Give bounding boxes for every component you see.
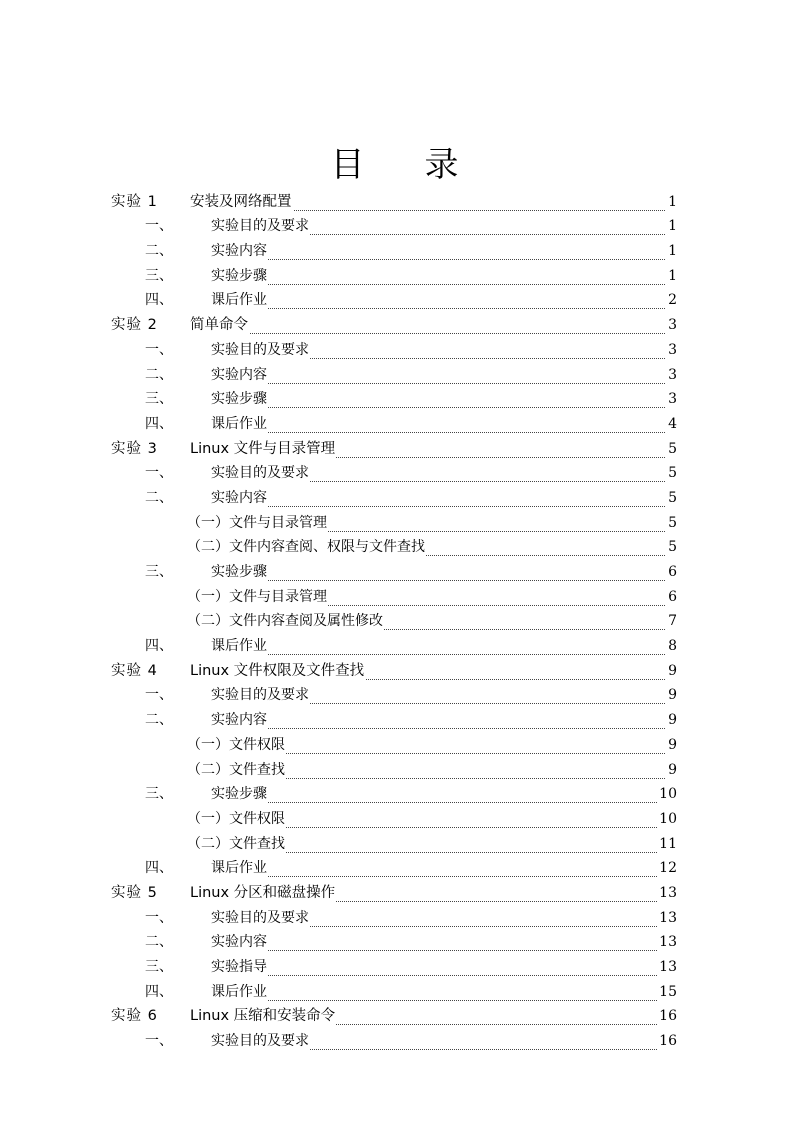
toc-entry-page-number: 12 [659, 860, 677, 877]
toc-entry-page-number: 6 [668, 588, 677, 605]
toc-entry-label: 课后作业 [211, 983, 267, 1000]
toc-entry-page-number: 3 [668, 391, 677, 408]
toc-entry-page-number: 5 [668, 514, 677, 531]
toc-entry-label: 实验步骤 [211, 391, 267, 408]
toc-dot-leader [211, 393, 665, 408]
toc-entry-label: 实验内容 [211, 489, 267, 506]
toc-entry-label: 实验内容 [211, 366, 267, 383]
toc-entry-number: （一） [187, 736, 229, 753]
toc-entry-number: 三、 [145, 391, 173, 408]
toc-section-row[interactable] [0, 461, 789, 486]
toc-entry-number: 实验 5 [111, 884, 158, 901]
toc-dot-leader [211, 566, 665, 581]
toc-entry-page-number: 13 [659, 884, 677, 901]
toc-entry-number: 实验 4 [111, 662, 158, 679]
toc-entry-number: 三、 [145, 267, 173, 284]
toc-section-row[interactable] [0, 856, 789, 881]
toc-entry-label: 简单命令 [190, 317, 248, 334]
toc-section-row[interactable] [0, 979, 789, 1004]
toc-entry-label: 实验目的及要求 [211, 687, 309, 704]
toc-entry-page-number: 13 [659, 959, 677, 975]
toc-entry-label: 实验内容 [211, 934, 267, 951]
toc-entry-number: 实验 3 [111, 440, 158, 457]
toc-dot-leader [190, 319, 665, 334]
toc-entry-number: （一） [187, 588, 229, 605]
toc-chapter-row[interactable] [0, 880, 789, 905]
toc-entry-page-number: 5 [668, 489, 677, 506]
toc-entry-number: （二） [187, 761, 229, 778]
toc-section-row[interactable] [0, 387, 789, 412]
toc-subsection-row[interactable] [0, 510, 789, 535]
toc-entry-number: 四、 [145, 638, 173, 655]
toc-entry-label: 课后作业 [211, 292, 267, 309]
toc-entry-label: 文件权限 [229, 736, 285, 753]
toc-entry-label: 实验步骤 [211, 267, 267, 284]
toc-entry-page-number: 5 [668, 465, 677, 482]
toc-entry-page-number: 13 [659, 934, 677, 951]
toc-entry-page-number: 15 [659, 983, 677, 1000]
toc-entry-number: 一、 [145, 218, 173, 235]
toc-section-row[interactable] [0, 1028, 789, 1053]
toc-entry-label: 实验目的及要求 [211, 465, 309, 482]
toc-entry-label: 课后作业 [211, 860, 267, 877]
toc-entry-page-number: 8 [668, 638, 677, 655]
toc-entry-number: （一） [187, 810, 229, 827]
toc-dot-leader [211, 862, 665, 877]
toc-dot-leader [211, 369, 665, 384]
toc-entry-page-number: 9 [668, 687, 677, 704]
toc-entry-label: 文件查找 [229, 761, 285, 778]
toc-entry-page-number: 3 [668, 366, 677, 383]
toc-subsection-row[interactable] [0, 806, 789, 831]
toc-dot-leader [211, 788, 665, 803]
toc-entry-page-number: 4 [668, 415, 677, 432]
toc-entry-page-number: 13 [659, 909, 677, 926]
toc-entry-number: 一、 [145, 465, 173, 482]
toc-entry-page-number: 11 [659, 835, 677, 852]
page-title [0, 143, 789, 187]
toc-entry-label: 文件内容查阅、权限与文件查找 [229, 539, 425, 556]
toc-entry-number: （二） [187, 539, 229, 556]
toc-section-row[interactable] [0, 633, 789, 658]
toc-entry-number: 一、 [145, 909, 173, 926]
toc-entry-label: 文件与目录管理 [229, 514, 327, 531]
table-of-contents [0, 189, 789, 1053]
toc-dot-leader [229, 838, 665, 853]
toc-section-row[interactable] [0, 707, 789, 732]
toc-entry-page-number: 2 [668, 292, 677, 309]
toc-entry-number: 二、 [145, 489, 173, 506]
toc-dot-leader [211, 714, 665, 729]
toc-entry-number: 一、 [145, 341, 173, 358]
toc-entry-label: 实验目的及要求 [211, 218, 309, 235]
toc-chapter-row[interactable] [0, 189, 789, 214]
toc-dot-leader [211, 418, 665, 433]
toc-dot-leader [211, 936, 665, 951]
toc-entry-label: 安装及网络配置 [190, 193, 292, 210]
toc-entry-number: 实验 6 [111, 1008, 158, 1025]
toc-entry-number: 四、 [145, 415, 173, 432]
toc-dot-leader [229, 764, 665, 779]
toc-section-row[interactable] [0, 288, 789, 313]
toc-subsection-row[interactable] [0, 732, 789, 757]
toc-section-row[interactable] [0, 782, 789, 807]
toc-entry-label: 文件与目录管理 [229, 588, 327, 605]
toc-dot-leader [211, 961, 665, 976]
toc-subsection-row[interactable] [0, 831, 789, 856]
toc-section-row[interactable] [0, 559, 789, 584]
toc-entry-page-number: 1 [668, 267, 677, 284]
toc-entry-number: 四、 [145, 983, 173, 1000]
toc-entry-label: 实验步骤 [211, 786, 267, 803]
toc-entry-label: 实验目的及要求 [211, 341, 309, 358]
toc-entry-page-number: 3 [668, 317, 677, 334]
toc-entry-label: 课后作业 [211, 415, 267, 432]
toc-entry-number: （二） [187, 613, 229, 630]
toc-entry-label: Linux 文件与目录管理 [190, 440, 336, 457]
toc-entry-number: 三、 [145, 564, 173, 580]
toc-entry-number: 一、 [145, 1033, 173, 1050]
toc-entry-page-number: 9 [668, 662, 677, 679]
toc-entry-number: 二、 [145, 243, 173, 260]
toc-entry-label: 文件查找 [229, 835, 285, 852]
toc-entry-label: 实验步骤 [211, 564, 267, 580]
toc-entry-page-number: 7 [668, 613, 677, 630]
toc-entry-number: 实验 2 [111, 317, 158, 334]
toc-entry-label: Linux 压缩和安装命令 [190, 1008, 336, 1025]
toc-entry-page-number: 9 [668, 761, 677, 778]
toc-entry-label: 文件内容查阅及属性修改 [229, 613, 383, 630]
toc-section-row[interactable] [0, 238, 789, 263]
toc-section-row[interactable] [0, 954, 789, 979]
toc-entry-page-number: 9 [668, 736, 677, 753]
toc-chapter-row[interactable] [0, 436, 789, 461]
toc-entry-label: 实验指导 [211, 959, 267, 975]
toc-entry-page-number: 10 [659, 810, 677, 827]
toc-dot-leader [211, 294, 665, 309]
toc-dot-leader [211, 640, 665, 655]
toc-entry-number: 三、 [145, 959, 173, 975]
toc-entry-page-number: 5 [668, 440, 677, 457]
toc-section-row[interactable] [0, 411, 789, 436]
toc-entry-label: 实验内容 [211, 712, 267, 729]
toc-section-row[interactable] [0, 263, 789, 288]
toc-dot-leader [211, 492, 665, 507]
toc-entry-label: 实验目的及要求 [211, 1033, 309, 1050]
toc-entry-page-number: 3 [668, 341, 677, 358]
toc-entry-number: （一） [187, 514, 229, 531]
toc-section-row[interactable] [0, 214, 789, 239]
toc-entry-label: Linux 文件权限及文件查找 [190, 662, 365, 679]
toc-entry-number: 二、 [145, 712, 173, 729]
toc-entry-number: 二、 [145, 934, 173, 951]
toc-entry-label: 文件权限 [229, 810, 285, 827]
toc-section-row[interactable] [0, 362, 789, 387]
toc-chapter-row[interactable] [0, 658, 789, 683]
toc-entry-page-number: 1 [668, 218, 677, 235]
toc-entry-page-number: 6 [668, 564, 677, 580]
toc-subsection-row[interactable] [0, 609, 789, 634]
toc-section-row[interactable] [0, 905, 789, 930]
toc-entry-page-number: 16 [659, 1033, 677, 1050]
toc-chapter-row[interactable] [0, 312, 789, 337]
toc-subsection-row[interactable] [0, 584, 789, 609]
toc-entry-page-number: 10 [659, 786, 677, 803]
toc-dot-leader [211, 986, 665, 1001]
toc-entry-page-number: 1 [668, 193, 677, 210]
toc-section-row[interactable] [0, 930, 789, 955]
toc-section-row[interactable] [0, 683, 789, 708]
toc-entry-label: 实验内容 [211, 243, 267, 260]
toc-entry-label: Linux 分区和磁盘操作 [190, 884, 336, 901]
toc-entry-page-number: 1 [668, 243, 677, 260]
toc-entry-number: 一、 [145, 687, 173, 704]
toc-entry-page-number: 9 [668, 712, 677, 729]
toc-chapter-row[interactable] [0, 1004, 789, 1029]
toc-entry-label: 课后作业 [211, 638, 267, 655]
toc-dot-leader [211, 245, 665, 260]
toc-dot-leader [229, 739, 665, 754]
toc-entry-number: 三、 [145, 786, 173, 803]
toc-section-row[interactable] [0, 485, 789, 510]
toc-entry-label: 实验目的及要求 [211, 909, 309, 926]
toc-entry-page-number: 16 [659, 1008, 677, 1025]
toc-entry-page-number: 5 [668, 539, 677, 556]
toc-dot-leader [211, 270, 665, 285]
toc-subsection-row[interactable] [0, 757, 789, 782]
page-title-char-2: 录 [424, 145, 459, 185]
toc-entry-number: 四、 [145, 860, 173, 877]
toc-entry-number: （二） [187, 835, 229, 852]
toc-entry-number: 四、 [145, 292, 173, 309]
toc-section-row[interactable] [0, 337, 789, 362]
toc-entry-number: 实验 1 [111, 193, 158, 210]
toc-entry-number: 二、 [145, 366, 173, 383]
toc-dot-leader [229, 813, 665, 828]
toc-subsection-row[interactable] [0, 535, 789, 560]
page-title-char-1: 目 [330, 145, 365, 185]
